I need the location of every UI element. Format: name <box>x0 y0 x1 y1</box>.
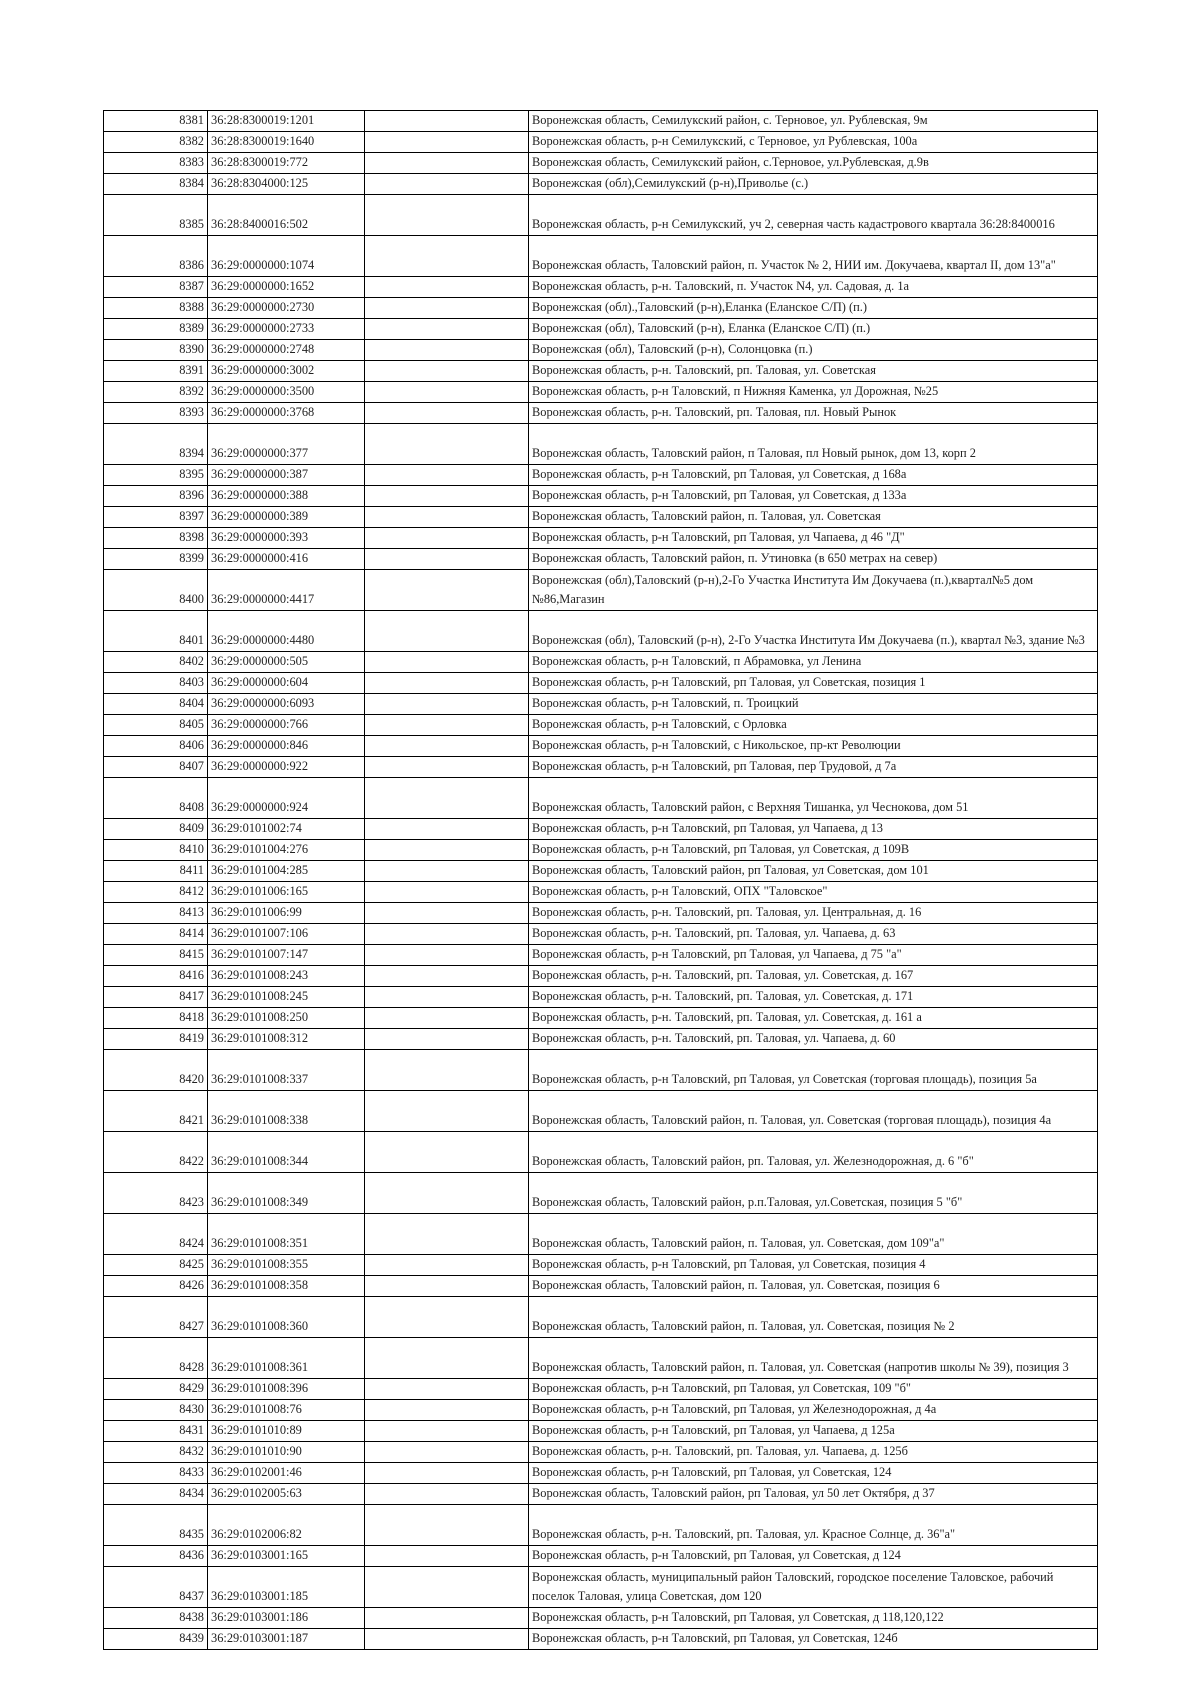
row-number-cell: 8412 <box>104 882 208 903</box>
table-row <box>104 1091 1098 1132</box>
address-cell: Воронежская область, р-н Таловский, рп Таловая, ул Советская, д 124 <box>529 1546 1098 1567</box>
empty-cell <box>365 382 529 403</box>
cadastral-number-cell: 36:28:8400016:502 <box>208 195 365 236</box>
address-cell: Воронежская область, р-н Таловский, ОПХ "Таловское" <box>529 882 1098 903</box>
table-row <box>104 1608 1098 1629</box>
empty-cell <box>365 1505 529 1546</box>
empty-cell <box>365 465 529 486</box>
empty-cell <box>365 736 529 757</box>
table-row <box>104 298 1098 319</box>
empty-cell <box>365 1050 529 1091</box>
address-cell: Воронежская область, р-н Семилукский, уч 2, северная часть кадастрового квартала 36:28:8400016 <box>529 195 1098 236</box>
cadastral-number-cell: 36:29:0000000:3500 <box>208 382 365 403</box>
address-cell: Воронежская область, р-н Таловский, п Абрамовка, ул Ленина <box>529 652 1098 673</box>
address-cell: Воронежская область, р-н Таловский, с Никольское, пр-кт Революции <box>529 736 1098 757</box>
row-number-cell: 8415 <box>104 945 208 966</box>
empty-cell <box>365 715 529 736</box>
row-number-cell: 8397 <box>104 507 208 528</box>
empty-cell <box>365 1442 529 1463</box>
address-cell: Воронежская область, р-н. Таловский, рп. Таловая, ул. Советская, д. 161 а <box>529 1008 1098 1029</box>
cadastral-number-cell: 36:29:0000000:1652 <box>208 277 365 298</box>
empty-cell <box>365 403 529 424</box>
address-cell: Воронежская (обл).,Таловский (р-н),Еланка (Еланское С/П) (п.) <box>529 298 1098 319</box>
empty-cell <box>365 903 529 924</box>
address-cell: Воронежская область, р-н Таловский, рп Таловая, ул Советская, д 133а <box>529 486 1098 507</box>
table-row <box>104 1484 1098 1505</box>
row-number-cell: 8391 <box>104 361 208 382</box>
cadastral-number-cell: 36:29:0000000:377 <box>208 424 365 465</box>
address-cell: Воронежская область, р-н. Таловский, рп. Таловая, ул. Красное Солнце, д. 36"а" <box>529 1505 1098 1546</box>
address-cell: Воронежская область, р-н Таловский, рп Таловая, ул Советская, д 168а <box>529 465 1098 486</box>
row-number-cell: 8421 <box>104 1091 208 1132</box>
empty-cell <box>365 694 529 715</box>
table-row <box>104 652 1098 673</box>
cadastral-number-cell: 36:29:0000000:766 <box>208 715 365 736</box>
empty-cell <box>365 486 529 507</box>
table-row <box>104 1214 1098 1255</box>
cadastral-number-cell: 36:29:0000000:387 <box>208 465 365 486</box>
address-cell: Воронежская область, Таловский район, рп Таловая, ул Советская, дом 101 <box>529 861 1098 882</box>
empty-cell <box>365 277 529 298</box>
table-row <box>104 1276 1098 1297</box>
address-cell: Воронежская область, р-н Таловский, рп Таловая, ул Чапаева, д 125а <box>529 1421 1098 1442</box>
table-row <box>104 1421 1098 1442</box>
empty-cell <box>365 1421 529 1442</box>
address-cell: Воронежская область, р-н Таловский, рп Таловая, ул Советская, позиция 4 <box>529 1255 1098 1276</box>
table-row <box>104 507 1098 528</box>
empty-cell <box>365 1029 529 1050</box>
row-number-cell: 8409 <box>104 819 208 840</box>
row-number-cell: 8434 <box>104 1484 208 1505</box>
row-number-cell: 8439 <box>104 1629 208 1650</box>
address-cell: Воронежская область, Таловский район, п. Таловая, ул. Советская <box>529 507 1098 528</box>
address-cell: Воронежская область, Таловский район, п. Таловая, ул. Советская, позиция № 2 <box>529 1297 1098 1338</box>
cadastral-number-cell: 36:29:0101008:396 <box>208 1379 365 1400</box>
address-cell: Воронежская область, Таловский район, рп Таловая, ул 50 лет Октября, д 37 <box>529 1484 1098 1505</box>
row-number-cell: 8402 <box>104 652 208 673</box>
row-number-cell: 8422 <box>104 1132 208 1173</box>
empty-cell <box>365 528 529 549</box>
table-row <box>104 277 1098 298</box>
address-cell: Воронежская область, р-н Таловский, рп Таловая, ул Советская (торговая площадь), позиция 5а <box>529 1050 1098 1091</box>
table-row <box>104 319 1098 340</box>
row-number-cell: 8423 <box>104 1173 208 1214</box>
cadastral-number-cell: 36:29:0000000:389 <box>208 507 365 528</box>
cadastral-number-cell: 36:29:0102005:63 <box>208 1484 365 1505</box>
cadastral-number-cell: 36:29:0101004:285 <box>208 861 365 882</box>
address-cell: Воронежская (обл), Таловский (р-н), Еланка (Еланское С/П) (п.) <box>529 319 1098 340</box>
empty-cell <box>365 195 529 236</box>
cadastral-number-cell: 36:29:0101008:360 <box>208 1297 365 1338</box>
table-row <box>104 1297 1098 1338</box>
empty-cell <box>365 1091 529 1132</box>
cadastral-number-cell: 36:29:0101008:355 <box>208 1255 365 1276</box>
address-cell: Воронежская область, Семилукский район, с. Терновое, ул. Рублевская, 9м <box>529 111 1098 132</box>
address-cell: Воронежская область, р-н. Таловский, рп. Таловая, ул. Чапаева, д. 63 <box>529 924 1098 945</box>
cadastral-number-cell: 36:29:0101008:76 <box>208 1400 365 1421</box>
address-cell: Воронежская область, р-н. Таловский, п. Участок N4, ул. Садовая, д. 1а <box>529 277 1098 298</box>
address-cell: Воронежская область, р-н Таловский, рп Таловая, ул Советская, д 118,120,122 <box>529 1608 1098 1629</box>
address-cell: Воронежская область, р-н Таловский, с Орловка <box>529 715 1098 736</box>
address-cell: Воронежская область, р-н Таловский, рп Таловая, ул Советская, 109 "б" <box>529 1379 1098 1400</box>
address-cell: Воронежская область, р-н Таловский, рп Таловая, ул Советская, 124 <box>529 1463 1098 1484</box>
cadastral-number-cell: 36:29:0101004:276 <box>208 840 365 861</box>
table-row <box>104 1029 1098 1050</box>
row-number-cell: 8385 <box>104 195 208 236</box>
table-row <box>104 966 1098 987</box>
cadastral-number-cell: 36:28:8304000:125 <box>208 174 365 195</box>
cadastral-number-cell: 36:29:0000000:4417 <box>208 570 365 611</box>
empty-cell <box>365 966 529 987</box>
table-row <box>104 924 1098 945</box>
address-cell: Воронежская область, р-н Таловский, рп Таловая, ул Советская, позиция 1 <box>529 673 1098 694</box>
table-row <box>104 778 1098 819</box>
table-row <box>104 361 1098 382</box>
row-number-cell: 8405 <box>104 715 208 736</box>
table-row <box>104 424 1098 465</box>
empty-cell <box>365 1338 529 1379</box>
address-cell: Воронежская область, Таловский район, п. Таловая, ул. Советская, дом 109"а" <box>529 1214 1098 1255</box>
row-number-cell: 8426 <box>104 1276 208 1297</box>
table-row <box>104 570 1098 611</box>
empty-cell <box>365 1546 529 1567</box>
row-number-cell: 8418 <box>104 1008 208 1029</box>
table-row <box>104 987 1098 1008</box>
table-row <box>104 1338 1098 1379</box>
cadastral-number-cell: 36:29:0103001:165 <box>208 1546 365 1567</box>
table-row <box>104 465 1098 486</box>
row-number-cell: 8437 <box>104 1567 208 1608</box>
table-row <box>104 1132 1098 1173</box>
table-row <box>104 1546 1098 1567</box>
cadastral-number-cell: 36:29:0103001:187 <box>208 1629 365 1650</box>
empty-cell <box>365 840 529 861</box>
address-cell: Воронежская область, р-н Семилукский, с Терновое, ул Рублевская, 100а <box>529 132 1098 153</box>
cadastral-registry-table <box>103 110 1098 1650</box>
row-number-cell: 8417 <box>104 987 208 1008</box>
registry-table-body <box>104 111 1098 1650</box>
row-number-cell: 8393 <box>104 403 208 424</box>
empty-cell <box>365 1132 529 1173</box>
cadastral-number-cell: 36:29:0101008:338 <box>208 1091 365 1132</box>
row-number-cell: 8403 <box>104 673 208 694</box>
cadastral-number-cell: 36:29:0000000:2730 <box>208 298 365 319</box>
empty-cell <box>365 882 529 903</box>
empty-cell <box>365 987 529 1008</box>
cadastral-number-cell: 36:29:0101007:147 <box>208 945 365 966</box>
table-row <box>104 403 1098 424</box>
empty-cell <box>365 1379 529 1400</box>
row-number-cell: 8433 <box>104 1463 208 1484</box>
row-number-cell: 8430 <box>104 1400 208 1421</box>
row-number-cell: 8408 <box>104 778 208 819</box>
address-cell: Воронежская область, р-н Таловский, рп Таловая, пер Трудовой, д 7а <box>529 757 1098 778</box>
empty-cell <box>365 1173 529 1214</box>
row-number-cell: 8399 <box>104 549 208 570</box>
address-cell: Воронежская область, р-н. Таловский, рп. Таловая, ул. Советская, д. 167 <box>529 966 1098 987</box>
empty-cell <box>365 174 529 195</box>
table-row <box>104 340 1098 361</box>
address-cell: Воронежская область, муниципальный район Таловский, городское поселение Таловское, рабочий поселок Таловая, улица Советская, дом 120 <box>529 1567 1098 1608</box>
address-cell: Воронежская область, р-н. Таловский, рп. Таловая, ул. Чапаева, д. 125б <box>529 1442 1098 1463</box>
row-number-cell: 8424 <box>104 1214 208 1255</box>
table-row <box>104 673 1098 694</box>
cadastral-number-cell: 36:29:0102001:46 <box>208 1463 365 1484</box>
cadastral-number-cell: 36:29:0101006:99 <box>208 903 365 924</box>
table-row <box>104 1505 1098 1546</box>
cadastral-number-cell: 36:29:0103001:185 <box>208 1567 365 1608</box>
empty-cell <box>365 132 529 153</box>
row-number-cell: 8392 <box>104 382 208 403</box>
row-number-cell: 8394 <box>104 424 208 465</box>
address-cell: Воронежская (обл), Таловский (р-н), Солонцовка (п.) <box>529 340 1098 361</box>
cadastral-number-cell: 36:28:8300019:1201 <box>208 111 365 132</box>
empty-cell <box>365 1608 529 1629</box>
address-cell: Воронежская область, р-н Таловский, рп Таловая, ул Железнодорожная, д 4а <box>529 1400 1098 1421</box>
row-number-cell: 8401 <box>104 611 208 652</box>
row-number-cell: 8400 <box>104 570 208 611</box>
address-cell: Воронежская область, р-н Таловский, рп Таловая, ул Чапаева, д 46 "Д" <box>529 528 1098 549</box>
row-number-cell: 8427 <box>104 1297 208 1338</box>
row-number-cell: 8413 <box>104 903 208 924</box>
cadastral-number-cell: 36:29:0101008:349 <box>208 1173 365 1214</box>
empty-cell <box>365 507 529 528</box>
cadastral-number-cell: 36:29:0101008:358 <box>208 1276 365 1297</box>
row-number-cell: 8436 <box>104 1546 208 1567</box>
table-row <box>104 382 1098 403</box>
table-row <box>104 174 1098 195</box>
row-number-cell: 8410 <box>104 840 208 861</box>
empty-cell <box>365 1567 529 1608</box>
row-number-cell: 8411 <box>104 861 208 882</box>
cadastral-number-cell: 36:29:0000000:3768 <box>208 403 365 424</box>
cadastral-number-cell: 36:29:0101008:312 <box>208 1029 365 1050</box>
table-row <box>104 694 1098 715</box>
address-cell: Воронежская область, р-н Таловский, рп Таловая, ул Советская, д 109В <box>529 840 1098 861</box>
row-number-cell: 8407 <box>104 757 208 778</box>
cadastral-number-cell: 36:29:0101008:250 <box>208 1008 365 1029</box>
table-row <box>104 1400 1098 1421</box>
cadastral-number-cell: 36:28:8300019:1640 <box>208 132 365 153</box>
cadastral-number-cell: 36:28:8300019:772 <box>208 153 365 174</box>
row-number-cell: 8416 <box>104 966 208 987</box>
address-cell: Воронежская область, р-н. Таловский, рп. Таловая, ул. Советская, д. 171 <box>529 987 1098 1008</box>
row-number-cell: 8382 <box>104 132 208 153</box>
empty-cell <box>365 819 529 840</box>
address-cell: Воронежская (обл),Таловский (р-н),2-Го Участка Института Им Докучаева (п.),квартал№5 дом №86,Магазин <box>529 570 1098 611</box>
table-row <box>104 549 1098 570</box>
table-row <box>104 195 1098 236</box>
cadastral-number-cell: 36:29:0000000:924 <box>208 778 365 819</box>
table-row <box>104 715 1098 736</box>
empty-cell <box>365 1297 529 1338</box>
cadastral-number-cell: 36:29:0101010:89 <box>208 1421 365 1442</box>
cadastral-number-cell: 36:29:0101008:361 <box>208 1338 365 1379</box>
cadastral-number-cell: 36:29:0000000:4480 <box>208 611 365 652</box>
address-cell: Воронежская область, р-н. Таловский, рп. Таловая, пл. Новый Рынок <box>529 403 1098 424</box>
row-number-cell: 8388 <box>104 298 208 319</box>
address-cell: Воронежская область, р-н. Таловский, рп. Таловая, ул. Чапаева, д. 60 <box>529 1029 1098 1050</box>
address-cell: Воронежская область, Таловский район, п. Таловая, ул. Советская, позиция 6 <box>529 1276 1098 1297</box>
address-cell: Воронежская область, Таловский район, п Таловая, пл Новый рынок, дом 13, корп 2 <box>529 424 1098 465</box>
cadastral-number-cell: 36:29:0101008:245 <box>208 987 365 1008</box>
empty-cell <box>365 1629 529 1650</box>
empty-cell <box>365 611 529 652</box>
row-number-cell: 8386 <box>104 236 208 277</box>
table-row <box>104 132 1098 153</box>
table-row <box>104 819 1098 840</box>
cadastral-number-cell: 36:29:0000000:846 <box>208 736 365 757</box>
empty-cell <box>365 549 529 570</box>
row-number-cell: 8384 <box>104 174 208 195</box>
address-cell: Воронежская область, Таловский район, п. Участок № 2, НИИ им. Докучаева, квартал II, дом 13"а" <box>529 236 1098 277</box>
table-row <box>104 757 1098 778</box>
empty-cell <box>365 319 529 340</box>
empty-cell <box>365 361 529 382</box>
row-number-cell: 8390 <box>104 340 208 361</box>
empty-cell <box>365 1008 529 1029</box>
address-cell: Воронежская область, р-н Таловский, рп Таловая, ул Чапаева, д 13 <box>529 819 1098 840</box>
table-row <box>104 903 1098 924</box>
cadastral-number-cell: 36:29:0101008:351 <box>208 1214 365 1255</box>
row-number-cell: 8404 <box>104 694 208 715</box>
address-cell: Воронежская область, Таловский район, с Верхняя Тишанка, ул Чеснокова, дом 51 <box>529 778 1098 819</box>
cadastral-number-cell: 36:29:0101007:106 <box>208 924 365 945</box>
cadastral-number-cell: 36:29:0000000:388 <box>208 486 365 507</box>
cadastral-number-cell: 36:29:0101010:90 <box>208 1442 365 1463</box>
cadastral-number-cell: 36:29:0101002:74 <box>208 819 365 840</box>
table-row <box>104 1442 1098 1463</box>
address-cell: Воронежская область, р-н. Таловский, рп. Таловая, ул. Центральная, д. 16 <box>529 903 1098 924</box>
empty-cell <box>365 236 529 277</box>
empty-cell <box>365 424 529 465</box>
empty-cell <box>365 1484 529 1505</box>
address-cell: Воронежская область, Таловский район, п. Таловая, ул. Советская (напротив школы № 39), позиция 3 <box>529 1338 1098 1379</box>
cadastral-number-cell: 36:29:0103001:186 <box>208 1608 365 1629</box>
table-row <box>104 1008 1098 1029</box>
table-row <box>104 1050 1098 1091</box>
cadastral-number-cell: 36:29:0101008:344 <box>208 1132 365 1173</box>
empty-cell <box>365 1255 529 1276</box>
address-cell: Воронежская (обл),Семилукский (р-н),Приволье (с.) <box>529 174 1098 195</box>
table-row <box>104 528 1098 549</box>
table-row <box>104 611 1098 652</box>
table-row <box>104 945 1098 966</box>
row-number-cell: 8432 <box>104 1442 208 1463</box>
table-row <box>104 111 1098 132</box>
row-number-cell: 8428 <box>104 1338 208 1379</box>
empty-cell <box>365 945 529 966</box>
empty-cell <box>365 652 529 673</box>
table-row <box>104 736 1098 757</box>
empty-cell <box>365 570 529 611</box>
cadastral-number-cell: 36:29:0000000:1074 <box>208 236 365 277</box>
cadastral-number-cell: 36:29:0102006:82 <box>208 1505 365 1546</box>
row-number-cell: 8419 <box>104 1029 208 1050</box>
empty-cell <box>365 1214 529 1255</box>
table-row <box>104 861 1098 882</box>
table-row <box>104 1567 1098 1608</box>
empty-cell <box>365 1276 529 1297</box>
row-number-cell: 8420 <box>104 1050 208 1091</box>
cadastral-number-cell: 36:29:0000000:604 <box>208 673 365 694</box>
row-number-cell: 8396 <box>104 486 208 507</box>
table-row <box>104 1173 1098 1214</box>
table-row <box>104 153 1098 174</box>
empty-cell <box>365 924 529 945</box>
cadastral-number-cell: 36:29:0000000:2748 <box>208 340 365 361</box>
address-cell: Воронежская область, р-н Таловский, рп Таловая, ул Советская, 124б <box>529 1629 1098 1650</box>
address-cell: Воронежская область, р-н Таловский, п. Троицкий <box>529 694 1098 715</box>
row-number-cell: 8406 <box>104 736 208 757</box>
table-row <box>104 236 1098 277</box>
row-number-cell: 8429 <box>104 1379 208 1400</box>
address-cell: Воронежская область, Таловский район, п. Таловая, ул. Советская (торговая площадь), позиция 4а <box>529 1091 1098 1132</box>
address-cell: Воронежская область, р-н Таловский, п Нижняя Каменка, ул Дорожная, №25 <box>529 382 1098 403</box>
row-number-cell: 8438 <box>104 1608 208 1629</box>
address-cell: Воронежская область, р-н. Таловский, рп. Таловая, ул. Советская <box>529 361 1098 382</box>
table-row <box>104 840 1098 861</box>
table-row <box>104 1255 1098 1276</box>
cadastral-number-cell: 36:29:0000000:416 <box>208 549 365 570</box>
row-number-cell: 8395 <box>104 465 208 486</box>
row-number-cell: 8389 <box>104 319 208 340</box>
cadastral-number-cell: 36:29:0000000:6093 <box>208 694 365 715</box>
empty-cell <box>365 757 529 778</box>
address-cell: Воронежская область, Таловский район, рп. Таловая, ул. Железнодорожная, д. 6 "б" <box>529 1132 1098 1173</box>
table-row <box>104 1629 1098 1650</box>
cadastral-number-cell: 36:29:0000000:2733 <box>208 319 365 340</box>
cadastral-number-cell: 36:29:0101006:165 <box>208 882 365 903</box>
cadastral-number-cell: 36:29:0101008:243 <box>208 966 365 987</box>
row-number-cell: 8435 <box>104 1505 208 1546</box>
cadastral-number-cell: 36:29:0101008:337 <box>208 1050 365 1091</box>
empty-cell <box>365 1463 529 1484</box>
row-number-cell: 8383 <box>104 153 208 174</box>
row-number-cell: 8431 <box>104 1421 208 1442</box>
empty-cell <box>365 1400 529 1421</box>
empty-cell <box>365 298 529 319</box>
empty-cell <box>365 340 529 361</box>
cadastral-number-cell: 36:29:0000000:393 <box>208 528 365 549</box>
empty-cell <box>365 861 529 882</box>
table-row <box>104 486 1098 507</box>
table-row <box>104 1379 1098 1400</box>
row-number-cell: 8425 <box>104 1255 208 1276</box>
row-number-cell: 8381 <box>104 111 208 132</box>
cadastral-number-cell: 36:29:0000000:3002 <box>208 361 365 382</box>
address-cell: Воронежская (обл), Таловский (р-н), 2-Го Участка Института Им Докучаева (п.), квартал №3, здание №3 <box>529 611 1098 652</box>
empty-cell <box>365 673 529 694</box>
cadastral-number-cell: 36:29:0000000:505 <box>208 652 365 673</box>
cadastral-number-cell: 36:29:0000000:922 <box>208 757 365 778</box>
row-number-cell: 8387 <box>104 277 208 298</box>
row-number-cell: 8398 <box>104 528 208 549</box>
table-row <box>104 882 1098 903</box>
empty-cell <box>365 778 529 819</box>
empty-cell <box>365 111 529 132</box>
empty-cell <box>365 153 529 174</box>
address-cell: Воронежская область, Семилукский район, с.Терновое, ул.Рублевская, д.9в <box>529 153 1098 174</box>
row-number-cell: 8414 <box>104 924 208 945</box>
address-cell: Воронежская область, Таловский район, р.п.Таловая, ул.Советская, позиция 5 "б" <box>529 1173 1098 1214</box>
table-row <box>104 1463 1098 1484</box>
address-cell: Воронежская область, Таловский район, п. Утиновка (в 650 метрах на север) <box>529 549 1098 570</box>
address-cell: Воронежская область, р-н Таловский, рп Таловая, ул Чапаева, д 75 "а" <box>529 945 1098 966</box>
